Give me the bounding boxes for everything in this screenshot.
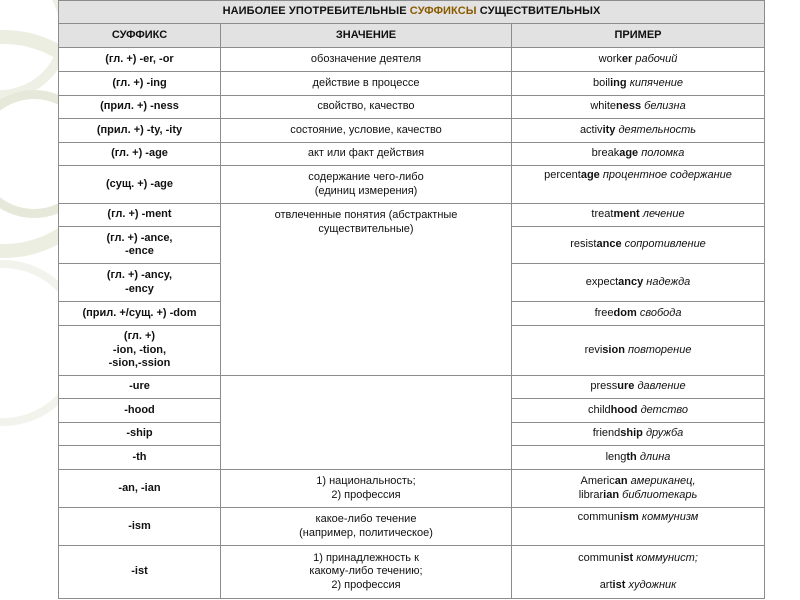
example-cell: percentage процентное содержание (512, 166, 765, 204)
suffix-cell: -ist (59, 546, 221, 599)
example-cell: activity деятельность (512, 119, 765, 143)
table-row (59, 143, 765, 166)
table-row (59, 96, 765, 119)
example-cell: revision повторение (512, 326, 765, 376)
example-cell: whiteness белизна (512, 96, 765, 119)
background-decoration (0, 0, 60, 600)
header-example: ПРИМЕР (512, 24, 765, 48)
example-cell: worker рабочий (512, 48, 765, 72)
example-cell: resistance сопротивление (512, 227, 765, 264)
suffix-cell: (гл. +) -ment (59, 204, 221, 227)
table-row (59, 166, 765, 204)
example-cell: freedom свобода (512, 302, 765, 326)
table-row (59, 119, 765, 143)
meaning-cell: содержание чего-либо (единиц измерения) (221, 166, 512, 204)
example-cell: communist коммунист; artist художник (512, 546, 765, 599)
header-meaning: ЗНАЧЕНИЕ (221, 24, 512, 48)
example-cell: American американец, librarian библиотекарь (512, 470, 765, 508)
example-cell: breakage поломка (512, 143, 765, 166)
example-cell: pressure давление (512, 376, 765, 399)
meaning-cell: какое-либо течение (например, политическое) (221, 508, 512, 546)
suffix-table (58, 0, 765, 599)
table-row (59, 48, 765, 72)
meaning-cell: действие в процессе (221, 72, 512, 96)
suffix-cell: (гл. +) -ing (59, 72, 221, 96)
example-cell: treatment лечение (512, 204, 765, 227)
example-cell: expectancy надежда (512, 264, 765, 302)
meaning-cell: 1) национальность; 2) профессия (221, 470, 512, 508)
table-row (59, 204, 765, 227)
meaning-cell-empty (221, 376, 512, 470)
table-row (59, 470, 765, 508)
example-cell: childhood детство (512, 399, 765, 423)
suffix-cell: (гл. +) -ance, -ence (59, 227, 221, 264)
table-row (59, 72, 765, 96)
table-title-row (59, 1, 765, 24)
suffix-cell: -hood (59, 399, 221, 423)
meaning-cell: свойство, качество (221, 96, 512, 119)
example-cell: length длина (512, 446, 765, 470)
suffix-cell: -th (59, 446, 221, 470)
suffix-cell: -ship (59, 423, 221, 446)
meaning-cell-abstract: отвлеченные понятия (абстрактные существительные) (221, 204, 512, 376)
suffix-cell: (прил. +) -ty, -ity (59, 119, 221, 143)
suffix-cell: -ism (59, 508, 221, 546)
table-header-row (59, 24, 765, 48)
example-cell: friendship дружба (512, 423, 765, 446)
table-title: НАИБОЛЕЕ УПОТРЕБИТЕЛЬНЫЕ СУФФИКСЫ СУЩЕСТВИТЕЛЬНЫХ (59, 1, 765, 24)
meaning-cell: состояние, условие, качество (221, 119, 512, 143)
suffix-cell: (гл. +) -ion, -tion, -sion,-ssion (59, 326, 221, 376)
suffix-cell: (гл. +) -age (59, 143, 221, 166)
decorative-ring (0, 90, 60, 218)
table-row (59, 508, 765, 546)
suffix-cell: (прил. +/сущ. +) -dom (59, 302, 221, 326)
meaning-cell: обозначение деятеля (221, 48, 512, 72)
example-cell: communism коммунизм (512, 508, 765, 546)
table-row (59, 546, 765, 599)
suffix-cell: (сущ. +) -age (59, 166, 221, 204)
example-cell: boiling кипячение (512, 72, 765, 96)
decorative-ring (0, 260, 60, 426)
suffix-cell: (гл. +) -ancy, -ency (59, 264, 221, 302)
suffix-cell: (прил. +) -ness (59, 96, 221, 119)
table-row (59, 376, 765, 399)
header-suffix: СУФФИКС (59, 24, 221, 48)
meaning-cell: 1) принадлежность к какому-либо течению; 2) профессия (221, 546, 512, 599)
meaning-cell: акт или факт действия (221, 143, 512, 166)
suffix-cell: (гл. +) -er, -or (59, 48, 221, 72)
suffix-cell: -ure (59, 376, 221, 399)
suffix-cell: -an, -ian (59, 470, 221, 508)
